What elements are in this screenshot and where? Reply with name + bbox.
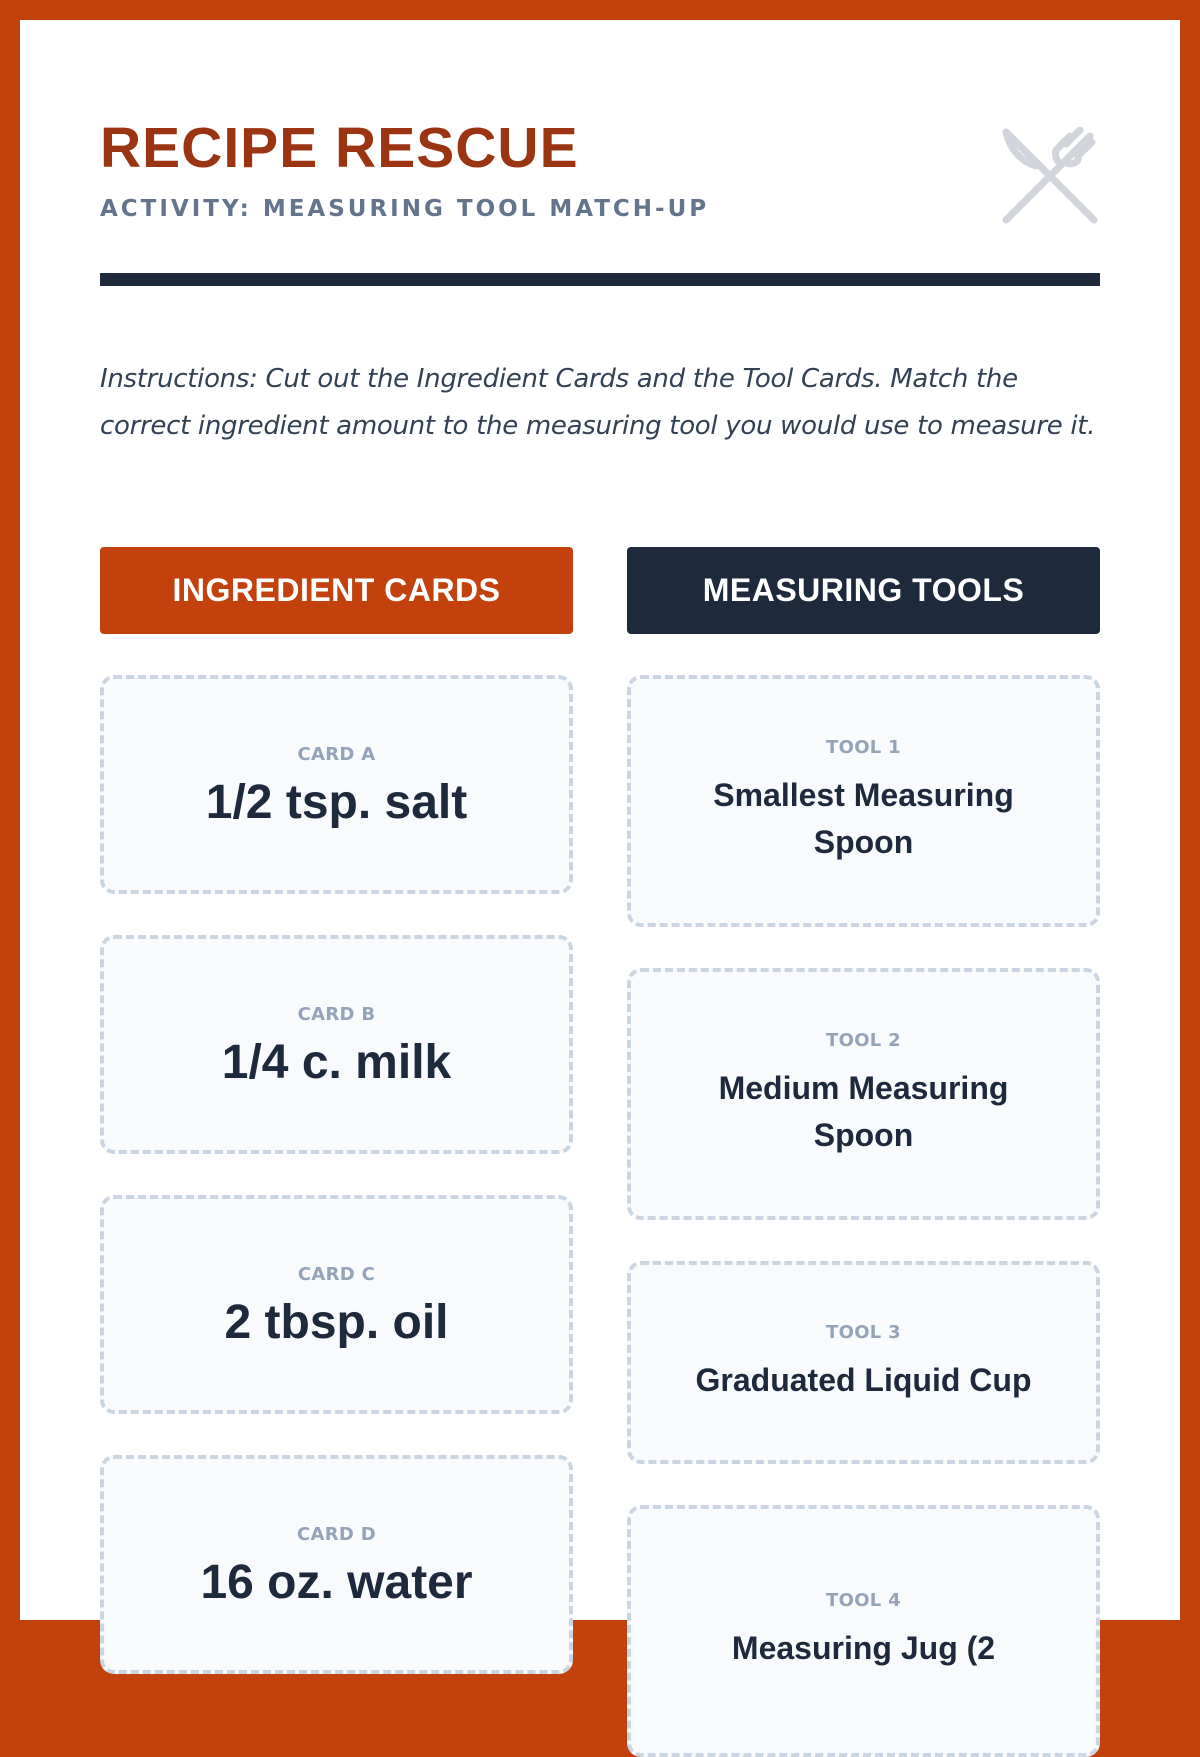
page-title: RECIPE RESCUE [100,116,579,180]
instructions-text: Instructions: Cut out the Ingredient Cards and the Tool Cards. Match the correct ingredient amount to the measuring tool you would use to measure it. [100,364,1096,441]
tool-name: Graduated Liquid Cup [695,1361,1032,1398]
card-label: CARD C [297,1263,376,1285]
card-label: CARD A [297,743,376,765]
card-label: TOOL 2 [826,1029,901,1051]
ingredient-amount: 1/4 c. milk [221,1035,452,1089]
card-label: CARD D [297,1523,376,1545]
ingredient-card-c [100,1195,573,1414]
tool-name: Measuring Jug (2 [731,1630,996,1666]
ingredient-column [100,547,573,1674]
worksheet-header [100,116,1100,286]
card-label: TOOL 1 [826,736,901,758]
ingredient-amount: 16 oz. water [200,1555,473,1609]
tool-card-4 [627,1505,1100,1757]
measuring-tools-heading: MEASURING TOOLS [627,547,1100,634]
tool-column [627,547,1100,1757]
fork-knife-crossed-icon [1000,126,1100,226]
worksheet-page [20,20,1180,1666]
ingredient-card-b [100,935,573,1154]
ingredient-cards-heading: INGREDIENT CARDS [100,547,573,634]
header-divider [100,273,1100,286]
ingredient-card-d [100,1455,573,1674]
tool-name: Smallest Measuring Spoon [713,776,1014,860]
tool-card-1 [627,675,1100,927]
card-label: TOOL 4 [826,1590,901,1611]
card-label: TOOL 3 [826,1321,901,1343]
ingredient-amount: 1/2 tsp. salt [205,775,468,829]
tool-name: Medium Measuring Spoon [718,1069,1009,1153]
tool-card-2 [627,968,1100,1220]
tool-card-3 [627,1261,1100,1464]
card-label: CARD B [297,1003,376,1025]
ingredient-amount: 2 tbsp. oil [224,1295,449,1349]
ingredient-card-a [100,675,573,894]
activity-subtitle: ACTIVITY: MEASURING TOOL MATCH-UP [100,196,710,222]
